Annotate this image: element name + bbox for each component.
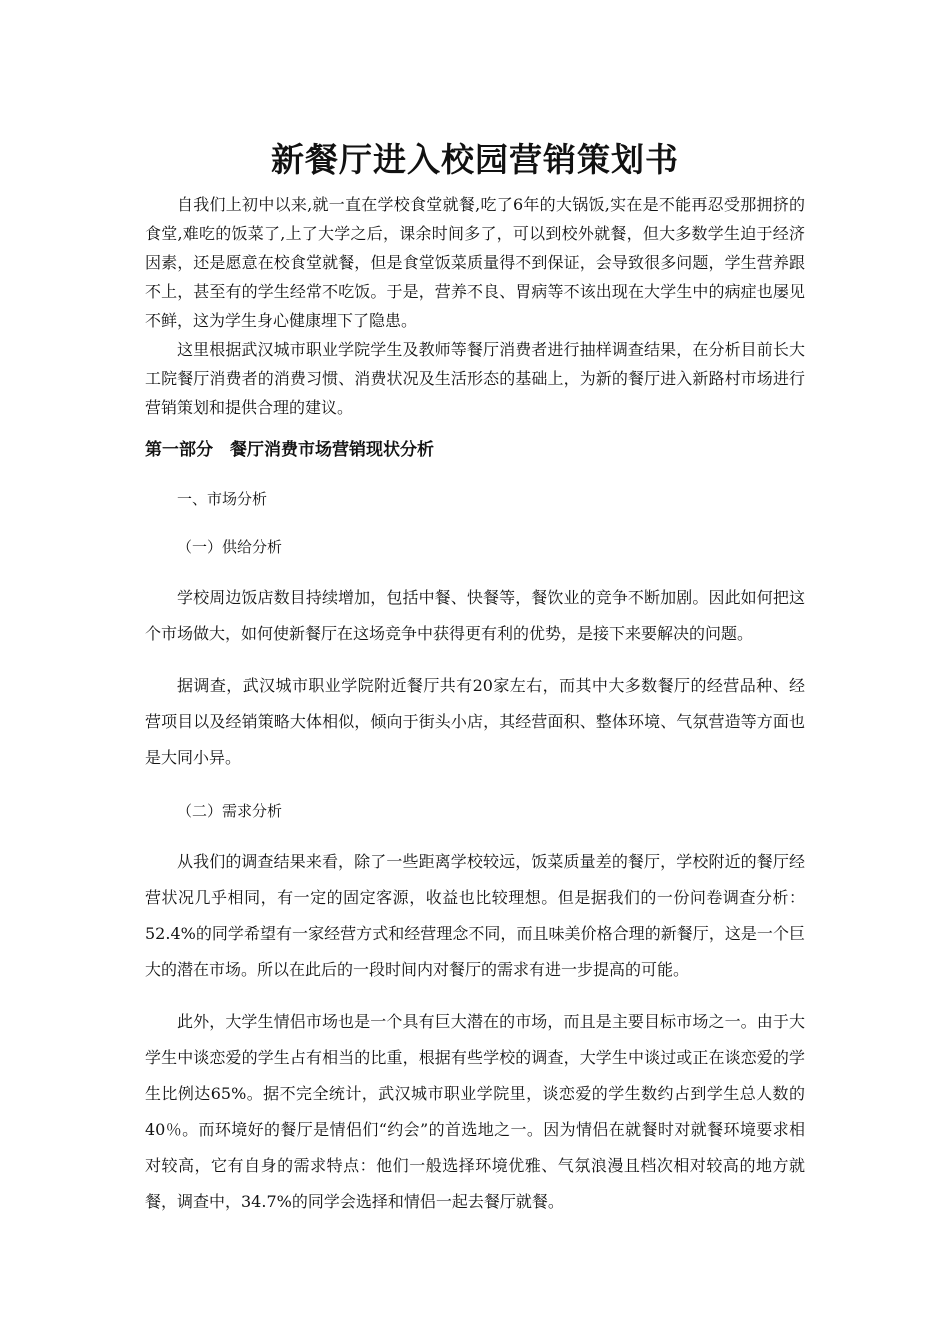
demand-paragraph-1: 从我们的调查结果来看，除了一些距离学校较远，饭菜质量差的餐厅，学校附近的餐厅经营状况几乎相同，有一定的固定客源，收益也比较理想。但是据我们的一份问卷调查分析：52.4%的同学希望有一家经营方式和经营理念不同，而且味美价格合理的新餐厅，这是一个巨大的潜在市场。所以在此后的一段时间内对餐厅的需求有进一步提高的可能。 [145,852,805,979]
document-page [145,138,805,1220]
supply-analysis-heading: （一）供给分析 [177,538,283,556]
demand-paragraph-2: 此外，大学生情侣市场也是一个具有巨大潜在的市场，而且是主要目标市场之一。由于大学生中谈恋爱的学生占有相当的比重，根据有些学校的调查，大学生中谈过或正在谈恋爱的学生比例达65%。据不完全统计，武汉城市职业学院里，谈恋爱的学生数约占到学生总人数的40％。而环境好的餐厅是情侣们“约会”的首选地之一。因为情侣在就餐时对就餐环境要求相对较高，它有自身的需求特点：他们一般选择环境优雅、气氛浪漫且档次相对较高的地方就餐，调查中，34.7%的同学会选择和情侣一起去餐厅就餐。 [145,1012,805,1211]
demand-analysis-heading: （二）需求分析 [177,802,283,820]
document-title: 新餐厅进入校园营销策划书 [271,140,679,179]
supply-paragraph-1: 学校周边饭店数目持续增加，包括中餐、快餐等，餐饮业的竞争不断加剧。因此如何把这个市场做大，如何使新餐厅在这场竞争中获得更有利的优势，是接下来要解决的问题。 [145,588,805,643]
supply-paragraph-2: 据调查，武汉城市职业学院附近餐厅共有20家左右，而其中大多数餐厅的经营品种、经营项目以及经销策略大体相似，倾向于街头小店，其经营面积、整体环境、气氛营造等方面也是大同小异。 [145,676,805,767]
part1-heading: 第一部分 餐厅消费市场营销现状分析 [145,440,434,460]
intro-paragraph-2: 这里根据武汉城市职业学院学生及教师等餐厅消费者进行抽样调查结果，在分析目前长大工院餐厅消费者的消费习惯、消费状况及生活形态的基础上，为新的餐厅进入新路村市场进行营销策划和提供合理的建议。 [145,340,805,417]
market-analysis-heading: 一、市场分析 [177,490,268,508]
intro-paragraph-1: 自我们上初中以来,就一直在学校食堂就餐,吃了6年的大锅饭,实在是不能再忍受那拥挤的食堂,难吃的饭菜了,上了大学之后，课余时间多了，可以到校外就餐，但大多数学生迫于经济因素，还是愿意在校食堂就餐，但是食堂饭菜质量得不到保证，会导致很多问题，学生营养跟不上，甚至有的学生经常不吃饭。于是，营养不良、胃病等不该出现在大学生中的病症也屡见不鲜，这为学生身心健康埋下了隐患。 [145,195,805,330]
